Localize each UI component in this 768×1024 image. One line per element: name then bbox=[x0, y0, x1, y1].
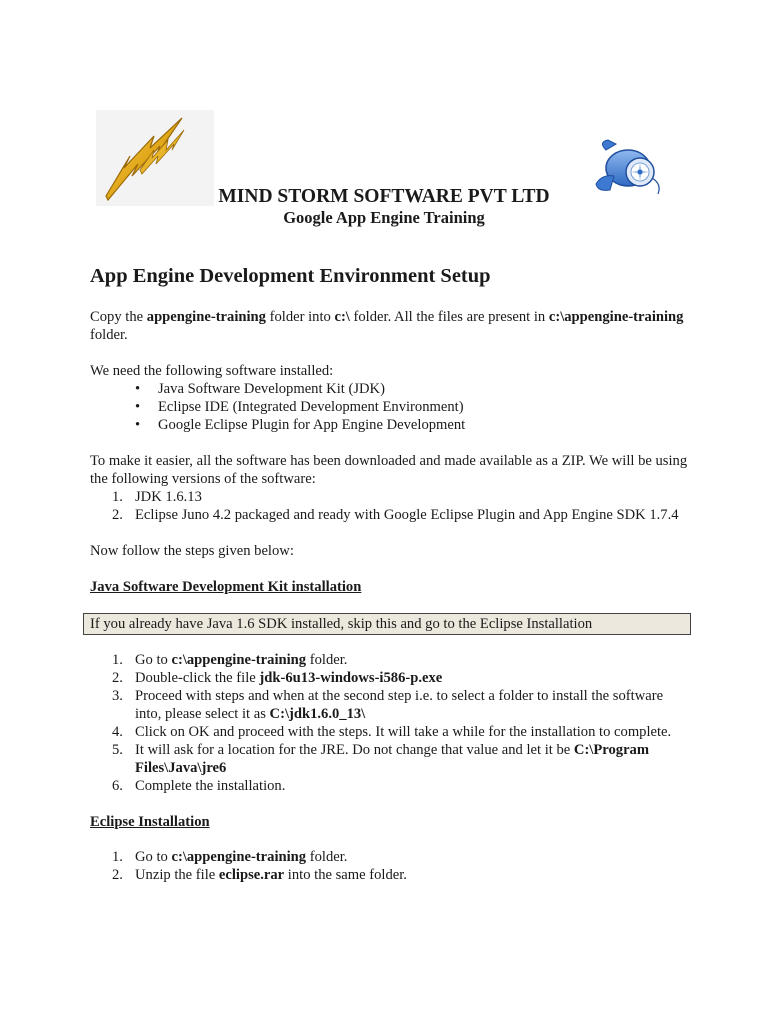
list-item: 5. It will ask for a location for the JRE. Do not change that value and let it be C:\Program Files\Java\jre6 bbox=[112, 742, 650, 776]
skip-note-callout: If you already have Java 1.6 SDK installed, skip this and go to the Eclipse Installation bbox=[83, 613, 691, 635]
list-item: 2. Unzip the file eclipse.rar into the same folder. bbox=[112, 867, 407, 883]
intro-text: Copy the bbox=[90, 309, 147, 325]
step-path: C:\jdk1.6.0_13\ bbox=[269, 706, 366, 722]
intro-folder-path: c:\appengine-training bbox=[548, 309, 684, 325]
step-text: folder. bbox=[306, 849, 348, 865]
jdk-steps-list bbox=[90, 651, 690, 795]
eclipse-steps-list bbox=[90, 848, 690, 884]
document-body bbox=[90, 264, 690, 902]
step-text: Proceed with steps and when at the second step i.e. to select a folder to install the software into, please select it as bbox=[135, 688, 664, 722]
list-item: 3. Proceed with steps and when at the second step i.e. to select a folder to install the software into, please select it as C:\jdk1.6.0_13\ bbox=[112, 688, 664, 722]
software-list bbox=[90, 380, 690, 434]
jdk-section-heading: Java Software Development Kit installation bbox=[90, 579, 362, 595]
list-item: • Eclipse IDE (Integrated Development Environment) bbox=[158, 398, 690, 416]
intro-text: folder. bbox=[90, 327, 128, 343]
list-item: 2. Eclipse Juno 4.2 packaged and ready with Google Eclipse Plugin and App Engine SDK 1.7.4 bbox=[112, 507, 679, 523]
company-name: MIND STORM SOFTWARE PVT LTD bbox=[218, 186, 550, 207]
list-item: • Java Software Development Kit (JDK) bbox=[158, 380, 690, 398]
list-item: 1. Go to c:\appengine-training folder. bbox=[112, 849, 348, 865]
list-item: 2. Double-click the file jdk-6u13-windows-i586-p.exe bbox=[112, 670, 443, 686]
step-text: Unzip the file bbox=[135, 867, 219, 883]
intro-root-path: c:\ bbox=[334, 309, 350, 325]
steps-intro: Now follow the steps given below: bbox=[90, 543, 294, 559]
step-text: It will ask for a location for the JRE. Do not change that value and let it be bbox=[135, 742, 574, 758]
step-text: Go to bbox=[135, 849, 172, 865]
list-item: 1. JDK 1.6.13 bbox=[112, 489, 202, 505]
step-path: C:\Program Files\Java\jre6 bbox=[135, 742, 650, 776]
versions-list bbox=[90, 488, 690, 524]
step-text: Click on OK and proceed with the steps. It will take a while for the installation to complete. bbox=[135, 724, 672, 740]
step-text: folder. bbox=[306, 652, 348, 668]
list-item: 1. Go to c:\appengine-training folder. bbox=[112, 652, 348, 668]
step-text: Complete the installation. bbox=[135, 778, 286, 794]
intro-text: folder. All the files are present in bbox=[349, 309, 549, 325]
list-item: • Google Eclipse Plugin for App Engine Development bbox=[158, 416, 690, 434]
step-text: Go to bbox=[135, 652, 172, 668]
list-item: 6. Complete the installation. bbox=[112, 778, 286, 794]
zip-paragraph: To make it easier, all the software has been downloaded and made available as a ZIP. We will be using the following versions of the software: bbox=[90, 453, 688, 487]
step-filename: eclipse.rar bbox=[218, 867, 285, 883]
intro-text: folder into bbox=[265, 309, 335, 325]
list-item-text: JDK 1.6.13 bbox=[135, 489, 202, 505]
software-intro: We need the following software installed: bbox=[90, 363, 334, 379]
eclipse-section-heading: Eclipse Installation bbox=[90, 814, 210, 830]
step-filename: jdk-6u13-windows-i586-p.exe bbox=[259, 670, 443, 686]
document-title: App Engine Development Environment Setup bbox=[90, 265, 491, 287]
intro-paragraph bbox=[90, 308, 690, 344]
step-path: c:\appengine-training bbox=[171, 849, 307, 865]
step-path: c:\appengine-training bbox=[171, 652, 307, 668]
step-text: into the same folder. bbox=[284, 867, 407, 883]
list-item: 4. Click on OK and proceed with the steps. It will take a while for the installation to complete. bbox=[112, 724, 672, 740]
training-subtitle: Google App Engine Training bbox=[283, 208, 485, 227]
intro-folder-name: appengine-training bbox=[146, 309, 266, 325]
step-text: Double-click the file bbox=[135, 670, 260, 686]
list-item-text: Eclipse Juno 4.2 packaged and ready with Google Eclipse Plugin and App Engine SDK 1.7.4 bbox=[135, 507, 679, 523]
